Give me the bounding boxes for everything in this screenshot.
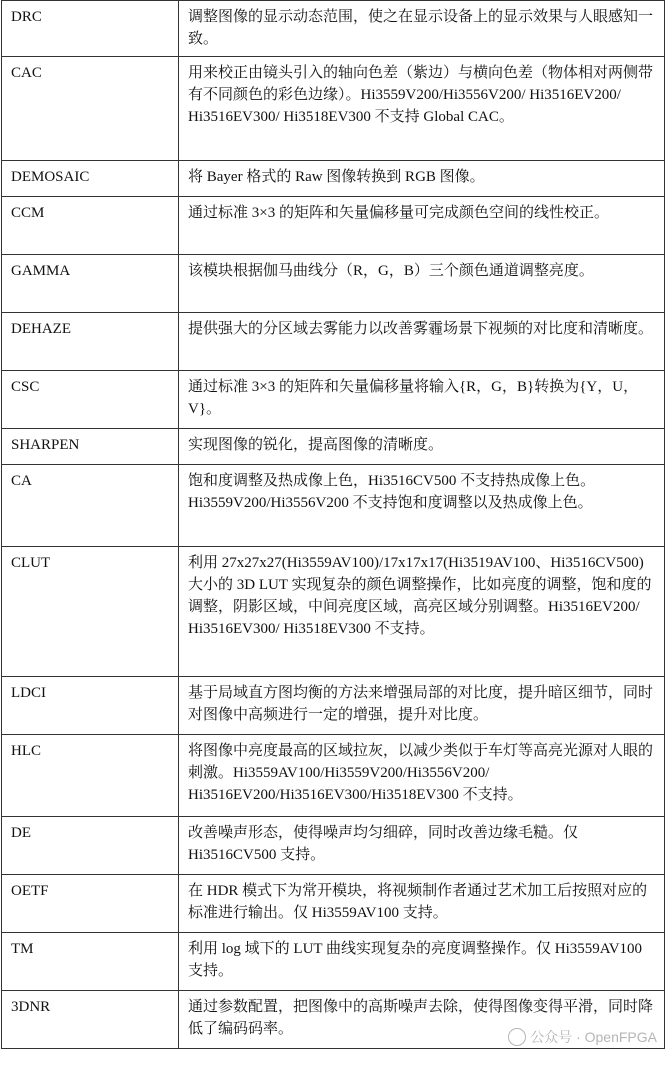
module-description-cell: 利用 log 域下的 LUT 曲线实现复杂的亮度调整操作。仅 Hi3559AV100 支持。: [179, 933, 665, 991]
table-row: [2, 255, 665, 313]
table-row: [2, 429, 665, 465]
table-row: [2, 547, 665, 677]
module-name-cell: 3DNR: [2, 991, 179, 1049]
watermark: [508, 1027, 657, 1047]
module-description-cell: 在 HDR 模式下为常开模块，将视频制作者通过艺术加工后按照对应的标准进行输出。仅 Hi3559AV100 支持。: [179, 875, 665, 933]
module-description-cell: 将图像中亮度最高的区域拉灰，以减少类似于车灯等高亮光源对人眼的刺激。Hi3559AV100/Hi3559V200/Hi3556V200/ Hi3516EV200/Hi3516EV300/Hi3518EV300 不支持。: [179, 735, 665, 817]
module-name-cell: GAMMA: [2, 255, 179, 313]
module-name-cell: DRC: [2, 1, 179, 57]
table-row: [2, 197, 665, 255]
table-row: [2, 817, 665, 875]
module-name-cell: CAC: [2, 57, 179, 161]
module-description-cell: 该模块根据伽马曲线分（R，G，B）三个颜色通道调整亮度。: [179, 255, 665, 313]
module-name-cell: CSC: [2, 371, 179, 429]
module-description-cell: 通过标准 3×3 的矩阵和矢量偏移量将输入{R，G，B}转换为{Y，U，V}。: [179, 371, 665, 429]
module-description-cell: 用来校正由镜头引入的轴向色差（紫边）与横向色差（物体相对两侧带有不同颜色的彩色边缘）。Hi3559V200/Hi3556V200/ Hi3516EV200/ Hi3516EV300/ Hi3518EV300 不支持 Global CAC。: [179, 57, 665, 161]
module-name-cell: HLC: [2, 735, 179, 817]
module-name-cell: CCM: [2, 197, 179, 255]
module-name-cell: DE: [2, 817, 179, 875]
table-row: [2, 465, 665, 547]
module-name-cell: DEMOSAIC: [2, 161, 179, 197]
module-description-cell: 饱和度调整及热成像上色，Hi3516CV500 不支持热成像上色。Hi3559V200/Hi3556V200 不支持饱和度调整以及热成像上色。: [179, 465, 665, 547]
module-description-cell: 基于局域直方图均衡的方法来增强局部的对比度，提升暗区细节，同时对图像中高频进行一定的增强，提升对比度。: [179, 677, 665, 735]
watermark-text: 公众号 · OpenFPGA: [530, 1029, 657, 1045]
table-row: [2, 1, 665, 57]
module-description-cell: 通过参数配置，把图像中的高斯噪声去除，使得图像变得平滑，同时降低了编码码率。: [179, 991, 665, 1049]
table-row: [2, 735, 665, 817]
table-row: [2, 313, 665, 371]
module-name-cell: LDCI: [2, 677, 179, 735]
module-name-cell: SHARPEN: [2, 429, 179, 465]
wechat-icon: [508, 1028, 526, 1046]
module-description-cell: 将 Bayer 格式的 Raw 图像转换到 RGB 图像。: [179, 161, 665, 197]
isp-module-table: [1, 0, 665, 1049]
table-row: [2, 57, 665, 161]
module-description-cell: 调整图像的显示动态范围，使之在显示设备上的显示效果与人眼感知一致。: [179, 1, 665, 57]
module-description-cell: 利用 27x27x27(Hi3559AV100)/17x17x17(Hi3519AV100、Hi3516CV500)大小的 3D LUT 实现复杂的颜色调整操作，比如亮度的调整，饱和度的调整，阴影区域，中间亮度区域，高亮区域分别调整。Hi3516EV200/ Hi3516EV300/ Hi3518EV300 不支持。: [179, 547, 665, 677]
table-row: [2, 933, 665, 991]
module-description-cell: 提供强大的分区域去雾能力以改善雾霾场景下视频的对比度和清晰度。: [179, 313, 665, 371]
table-row: [2, 371, 665, 429]
table-row: [2, 161, 665, 197]
table-row: [2, 677, 665, 735]
module-name-cell: DEHAZE: [2, 313, 179, 371]
module-description-cell: 实现图像的锐化，提高图像的清晰度。: [179, 429, 665, 465]
module-name-cell: OETF: [2, 875, 179, 933]
table-row: [2, 875, 665, 933]
module-name-cell: TM: [2, 933, 179, 991]
module-name-cell: CA: [2, 465, 179, 547]
module-description-cell: 改善噪声形态，使得噪声均匀细碎，同时改善边缘毛糙。仅 Hi3516CV500 支持。: [179, 817, 665, 875]
module-name-cell: CLUT: [2, 547, 179, 677]
module-description-cell: 通过标准 3×3 的矩阵和矢量偏移量可完成颜色空间的线性校正。: [179, 197, 665, 255]
